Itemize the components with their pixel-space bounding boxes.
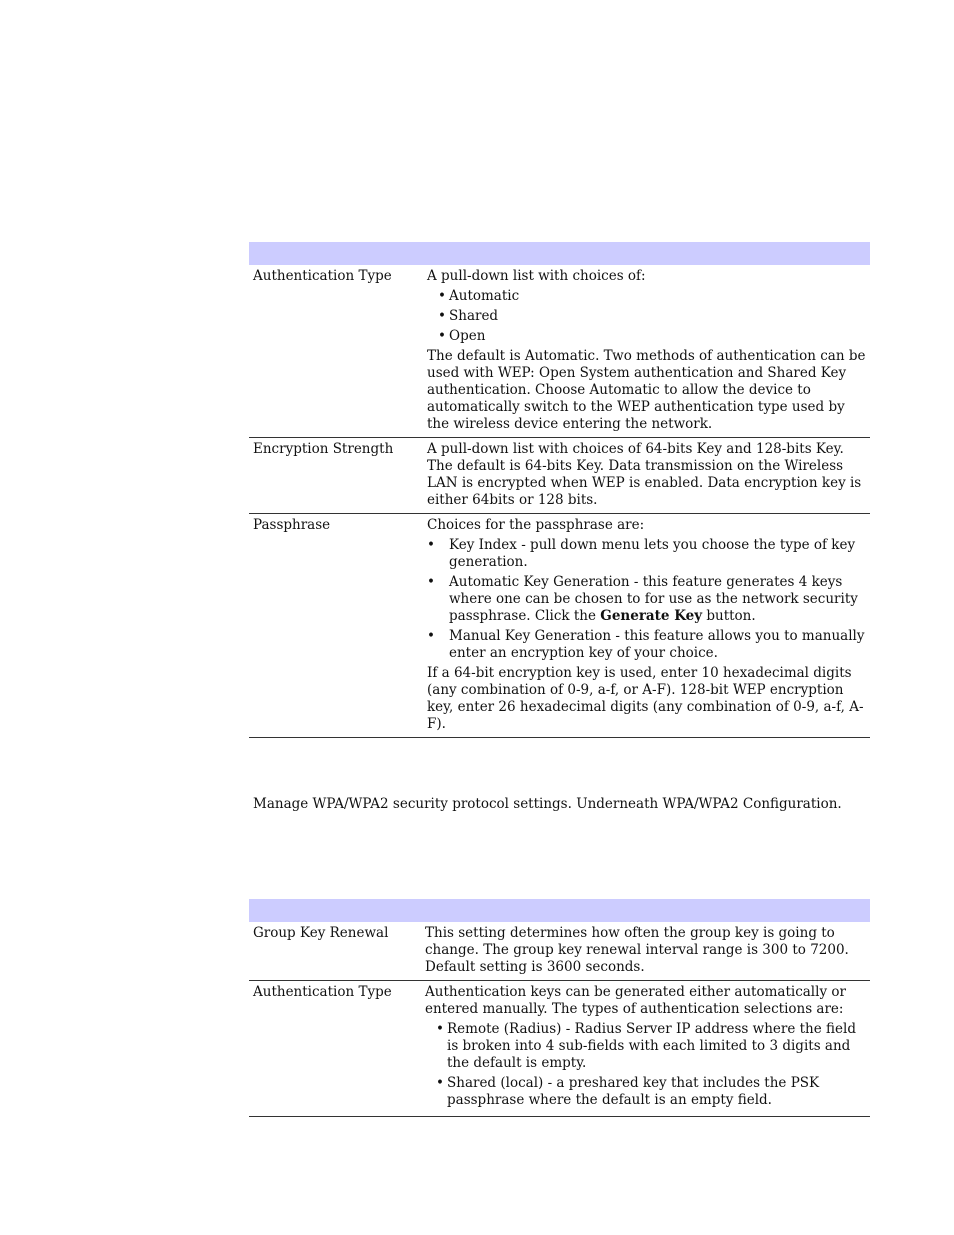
table-header-band — [249, 899, 870, 922]
row-description: A pull-down list with choices of 64-bits Key and 128-bits Key. The default is 64-bits Key. Data transmission on the Wireless LAN is encrypted when WEP is enabled. Data encryption key is either 64bits or 128 bits. — [427, 441, 862, 508]
auth-type-list — [425, 1021, 866, 1109]
table-row — [249, 514, 870, 738]
row-note: The default is Automatic. Two methods of authentication can be used with WEP: Open System authentication and Shared Key authentication. Choose Automatic to allow the device to automatically switch to the WEP authentication type used by the wireless device entering the network. — [427, 348, 866, 432]
list-item: • Manual Key Generation - this feature allows you to manually enter an encryption key of your choice. — [427, 628, 866, 662]
passphrase-list — [427, 537, 866, 662]
generate-key-label: Generate Key — [600, 608, 703, 624]
table-header-band — [249, 242, 870, 265]
row-label: Authentication Type — [253, 984, 392, 1000]
list-item: • Key Index - pull down menu lets you choose the type of key generation. — [427, 537, 866, 571]
list-item: • Open — [427, 328, 866, 345]
list-item-suffix: button. — [702, 608, 756, 624]
list-item: • Remote (Radius) - Radius Server IP address where the field is broken into 4 sub-fields with each limited to 3 digits and the default is empty. — [425, 1021, 866, 1072]
table-row — [249, 981, 870, 1117]
row-description — [423, 265, 870, 437]
wpa-intro-text: Manage WPA/WPA2 security protocol settings. Underneath WPA/WPA2 Configuration. — [253, 796, 842, 812]
row-lead: Authentication keys can be generated either automatically or entered manually. The types of authentication selections are: — [425, 984, 846, 1017]
row-lead: A pull-down list with choices of: — [427, 268, 646, 284]
wep-settings-table — [249, 242, 870, 738]
row-description — [421, 981, 870, 1116]
row-label: Authentication Type — [253, 268, 392, 284]
option-list — [427, 288, 866, 345]
row-label: Encryption Strength — [253, 441, 394, 457]
table-row — [249, 922, 870, 981]
row-label: Group Key Renewal — [253, 925, 389, 941]
row-description — [423, 514, 870, 737]
list-item: • Shared — [427, 308, 866, 325]
row-description: This setting determines how often the group key is going to change. The group key renewal interval range is 300 to 7200. Default setting is 3600 seconds. — [425, 925, 849, 975]
list-item-text: Automatic Key Generation - this feature generates 4 keys where one can be chosen to for use as the network security passphrase. Click the — [449, 574, 858, 624]
table-row — [249, 265, 870, 438]
row-note: If a 64-bit encryption key is used, enter 10 hexadecimal digits (any combination of 0-9, a-f, or A-F). 128-bit WEP encryption key, enter 26 hexadecimal digits (any combination of 0-9, a-f, A-F). — [427, 665, 864, 732]
row-label: Passphrase — [253, 517, 331, 533]
list-item — [427, 574, 866, 625]
wpa-settings-table — [249, 899, 870, 1117]
row-lead: Choices for the passphrase are: — [427, 517, 645, 533]
list-item: • Shared (local) - a preshared key that includes the PSK passphrase where the default is an empty field. — [425, 1075, 866, 1109]
list-item: • Automatic — [427, 288, 866, 305]
table-row — [249, 438, 870, 514]
